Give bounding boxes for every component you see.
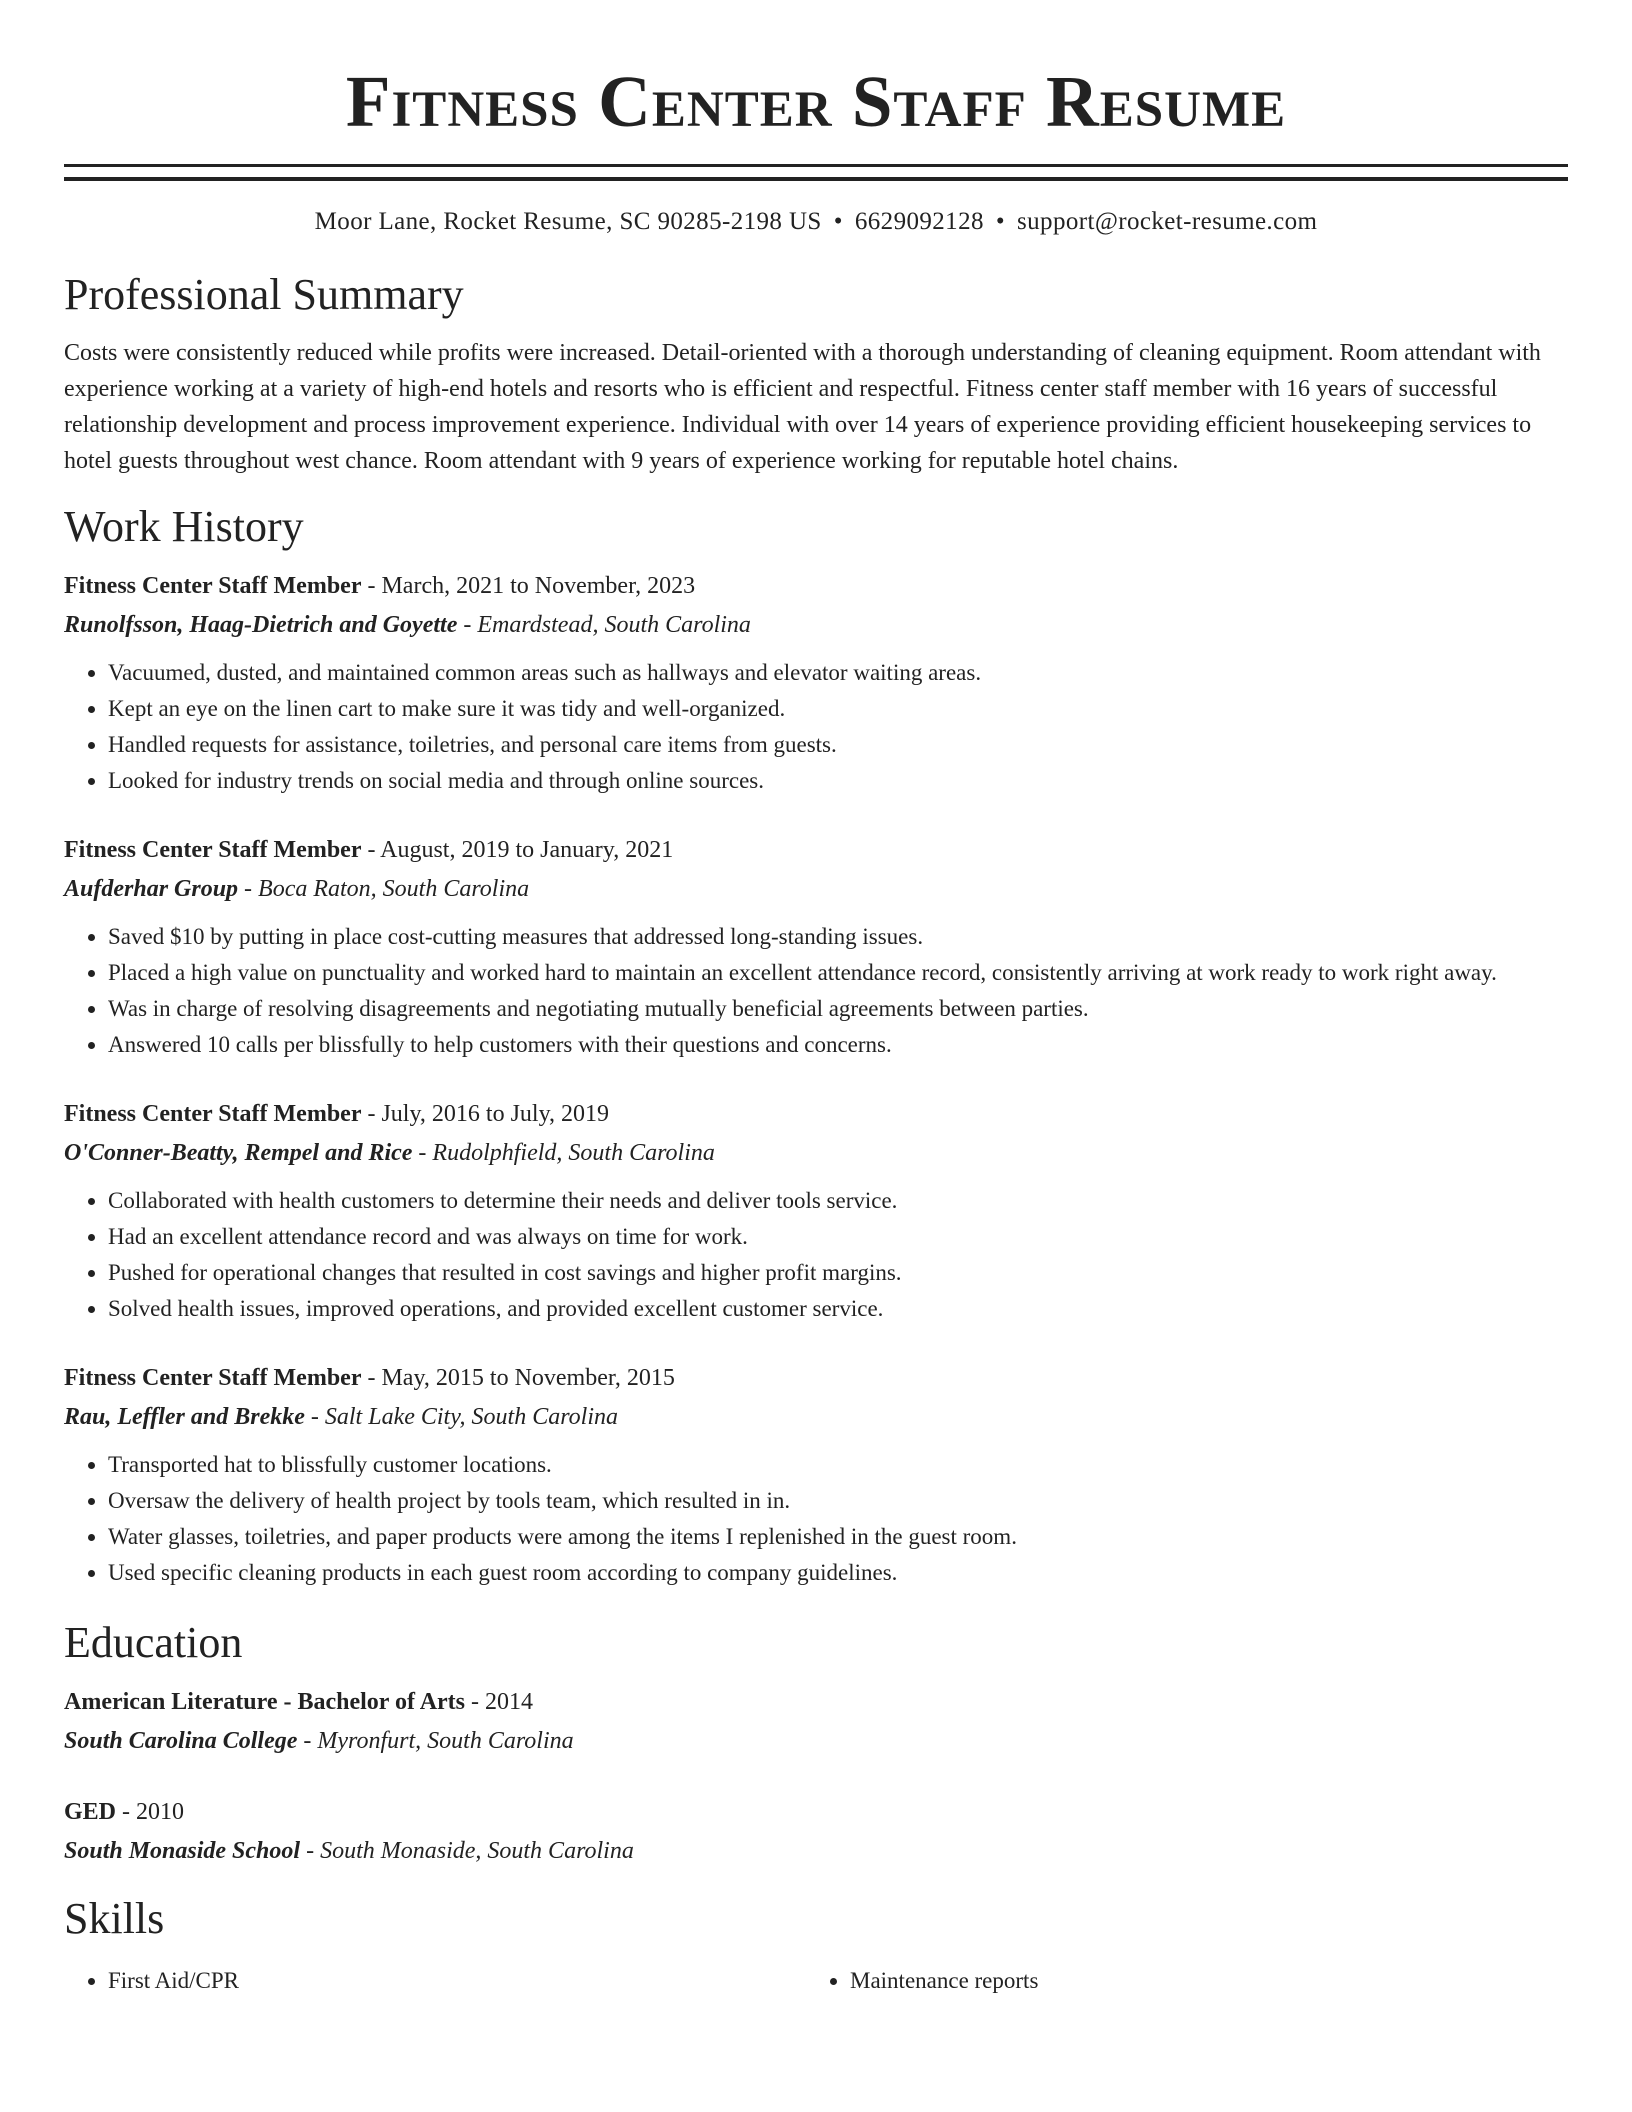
job-company-line xyxy=(64,869,1568,909)
job-duty: • Oversaw the delivery of health project by tools team, which resulted in in. xyxy=(108,1483,1568,1519)
job-dates: - July, 2016 to July, 2019 xyxy=(361,1101,610,1127)
skills-grid xyxy=(64,1963,1568,1999)
job-title: Fitness Center Staff Member xyxy=(64,1365,362,1391)
school-line xyxy=(64,1831,1568,1871)
education-heading: Education xyxy=(64,1618,243,1667)
job-company: Aufderhar Group xyxy=(64,876,239,902)
job-duties-list xyxy=(64,1183,1568,1327)
skills-column-left xyxy=(64,1963,806,1999)
degree-year: - 2014 xyxy=(465,1689,534,1715)
school-location: - South Monaside, South Carolina xyxy=(300,1838,634,1864)
job-duty: • Kept an eye on the linen cart to make sure it was tidy and well-organized. xyxy=(108,691,1568,727)
job-location: - Salt Lake City, South Carolina xyxy=(304,1404,619,1430)
job-duty: • Had an excellent attendance record and was always on time for work. xyxy=(108,1219,1568,1255)
school-line xyxy=(64,1721,1568,1761)
job-duty: • Saved $10 by putting in place cost-cutting measures that addressed long-standing issues. xyxy=(108,919,1568,955)
resume-title: Fitness Center Staff Resume xyxy=(345,61,1287,142)
degree-line xyxy=(64,1793,1568,1831)
job-title-line xyxy=(64,1359,1568,1397)
job-company: O'Conner-Beatty, Rempel and Rice xyxy=(64,1140,413,1166)
degree-year: - 2010 xyxy=(116,1799,185,1825)
job-duty: • Vacuumed, dusted, and maintained common areas such as hallways and elevator waiting areas. xyxy=(108,655,1568,691)
job-duty: • Answered 10 calls per blissfully to help customers with their questions and concerns. xyxy=(108,1027,1568,1063)
education-entry xyxy=(64,1683,1568,1761)
job-entry xyxy=(64,1095,1568,1327)
contact-address: Moor Lane, Rocket Resume, SC 90285-2198 US xyxy=(314,208,822,235)
job-duties-list xyxy=(64,1447,1568,1591)
job-duty: • Was in charge of resolving disagreements and negotiating mutually beneficial agreements between parties. xyxy=(108,991,1568,1027)
education-entry xyxy=(64,1793,1568,1871)
job-title: Fitness Center Staff Member xyxy=(64,1101,362,1127)
job-location: - Emardstead, South Carolina xyxy=(457,612,751,638)
summary-heading: Professional Summary xyxy=(64,270,464,319)
job-company-line xyxy=(64,605,1568,645)
skill-item: • Maintenance reports xyxy=(850,1963,1548,1999)
job-title-line xyxy=(64,567,1568,605)
job-duty: • Handled requests for assistance, toiletries, and personal care items from guests. xyxy=(108,727,1568,763)
job-company-line xyxy=(64,1133,1568,1173)
job-title-line xyxy=(64,1095,1568,1133)
job-duty: • Transported hat to blissfully customer locations. xyxy=(108,1447,1568,1483)
job-duty: • Collaborated with health customers to determine their needs and deliver tools service. xyxy=(108,1183,1568,1219)
degree-name: GED xyxy=(64,1799,117,1825)
job-dates: - May, 2015 to November, 2015 xyxy=(361,1365,675,1391)
job-duty: • Used specific cleaning products in each guest room according to company guidelines. xyxy=(108,1555,1568,1591)
job-title: Fitness Center Staff Member xyxy=(64,573,362,599)
job-entry xyxy=(64,567,1568,799)
contact-info xyxy=(64,207,1568,237)
job-duty: • Pushed for operational changes that resulted in cost savings and higher profit margins. xyxy=(108,1255,1568,1291)
job-duties-list xyxy=(64,919,1568,1063)
school-name: South Monaside School xyxy=(64,1838,301,1864)
work-history-heading: Work History xyxy=(64,502,304,551)
skill-item: • First Aid/CPR xyxy=(108,1963,806,1999)
contact-separator: • xyxy=(833,208,843,235)
job-dates: - March, 2021 to November, 2023 xyxy=(361,573,696,599)
contact-separator: • xyxy=(995,208,1006,235)
job-entry xyxy=(64,831,1568,1063)
skills-heading: Skills xyxy=(64,1894,165,1943)
school-location: - Myronfurt, South Carolina xyxy=(297,1728,574,1754)
degree-line xyxy=(64,1683,1568,1721)
job-entry xyxy=(64,1359,1568,1591)
school-name: South Carolina College xyxy=(64,1728,298,1754)
contact-phone: 6629092128 xyxy=(854,208,984,235)
job-company: Rau, Leffler and Brekke xyxy=(64,1404,305,1430)
job-duties-list xyxy=(64,655,1568,799)
skills-column-right xyxy=(806,1963,1548,1999)
job-company: Runolfsson, Haag-Dietrich and Goyette xyxy=(64,612,458,638)
job-duty: • Solved health issues, improved operations, and provided excellent customer service. xyxy=(108,1291,1568,1327)
job-duty: • Water glasses, toiletries, and paper products were among the items I replenished in the guest room. xyxy=(108,1519,1568,1555)
job-title: Fitness Center Staff Member xyxy=(64,837,362,863)
job-dates: - August, 2019 to January, 2021 xyxy=(361,837,674,863)
degree-name: American Literature - Bachelor of Arts xyxy=(64,1689,466,1715)
job-title-line xyxy=(64,831,1568,869)
summary-text: Costs were consistently reduced while profits were increased. Detail-oriented with a thorough understanding of cleaning equipment. Room attendant with experience working at a variety of high-end hotels and resorts who is efficient and respectful. Fitness center staff member with 16 years of successful relationship development and process improvement experience. Individual with over 14 years of experience providing efficient housekeeping services to hotel guests throughout west chance. Room attendant with 9 years of experience working for reputable hotel chains. xyxy=(64,340,1541,474)
job-location: - Boca Raton, South Carolina xyxy=(238,876,530,902)
job-location: - Rudolphfield, South Carolina xyxy=(412,1140,715,1166)
job-company-line xyxy=(64,1397,1568,1437)
contact-email: support@rocket-resume.com xyxy=(1017,208,1318,235)
job-duty: • Looked for industry trends on social media and through online sources. xyxy=(108,763,1568,799)
job-duty: • Placed a high value on punctuality and worked hard to maintain an excellent attendance record, consistently arriving at work ready to work right away. xyxy=(108,955,1568,991)
title-divider xyxy=(64,164,1568,181)
